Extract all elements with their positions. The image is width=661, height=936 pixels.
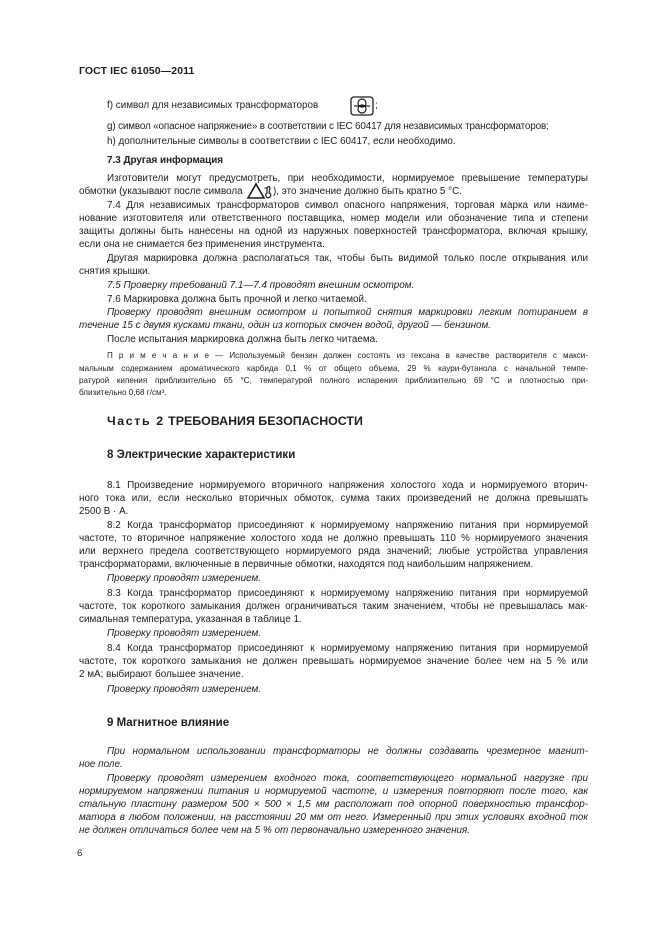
page-number: 6 <box>77 848 83 859</box>
note-line: мальным содержанием ароматического карбида 0,1 % от общего объема, 29 % каури-бутанола с начальной темпе- <box>79 364 588 373</box>
paragraph-line: После испытания маркировка должна быть легко читаема. <box>107 334 378 345</box>
section-8-heading: 8 Электрические характеристики <box>107 449 296 461</box>
paragraph-line: 2500 В · А. <box>79 506 129 517</box>
paragraph-line: частоте, ток короткого замыкания должен ограничиваться таким значением, чтобы не превышалась мак- <box>79 601 588 612</box>
paragraph-line: 8.3 Когда трансформатор присоединяют к нормируемому напряжению питания при нормируемой <box>107 588 588 599</box>
paragraph-line: матора в любом положении, на расстоянии 20 мм от него. Измеренный при этих условиях входной ток <box>79 812 588 823</box>
list-item-g: g) символ «опасное напряжение» в соответствии с IEC 60417 для независимых трансформаторов; <box>107 121 549 132</box>
note-label: П р и м е ч а н и е — <box>107 351 224 360</box>
list-item-f-text: f) символ для независимых трансформаторов <box>107 100 319 111</box>
note-line <box>107 351 588 361</box>
paragraph-line: Другая маркировка должна располагаться так, чтобы быть видимой только после открывания или <box>107 253 588 264</box>
note-line: близительно 0,68 г/см³. <box>79 388 167 397</box>
paragraph-line: 7.4 Для независимых трансформаторов символ опасного напряжения, торговая марка или наиме- <box>107 200 588 211</box>
paragraph-line: Проверку проводят внешним осмотром и попыткой снятия маркировки легким потиранием в <box>107 307 588 318</box>
paragraph-line: не должен отличаться более чем на 5 % от первоначально измеренного значения. <box>79 825 471 836</box>
part-label: Часть 2 <box>107 414 165 428</box>
paragraph-line: трансформаторами, включенные в первичные обмотки, находятся под наибольшим напряжением. <box>79 559 534 570</box>
paragraph-line: ное поле. <box>79 759 123 770</box>
paragraph-line: нование изготовителя или ответственного поставщика, номер модели или обозначение типа и степени <box>79 213 588 224</box>
paragraph-line: частоте, то вторичное напряжение холостого хода не должно превышать 110 % нормируемого значения <box>79 533 588 544</box>
paragraph-line: снятия крышки. <box>79 266 151 277</box>
paragraph-line: 2 мА; выбирают большее значение. <box>79 669 244 680</box>
independent-transformer-icon <box>350 96 374 116</box>
temperature-rise-icon <box>246 182 274 200</box>
note-line: ратурой кипения приблизительно 65 °С, температурой полного испарения приблизительно 69 °С и плотностью при- <box>79 376 588 385</box>
paragraph-line: если она не снимается без применения инструмента. <box>79 239 325 250</box>
paragraph-text-end: ), это значение должно быть кратно 5 °С. <box>273 186 462 197</box>
paragraph-line: частоте, ток короткого замыкания не должен превышать нормируемое значение более чем на 5 % или <box>79 656 588 667</box>
paragraph-line: Проверку проводят измерением. <box>107 684 261 695</box>
paragraph-line: течение 15 с двумя кусками ткани, один из которых смочен водой, другой — бензином. <box>79 320 492 331</box>
paragraph-line: 8.4 Когда трансформатор присоединяют к нормируемому напряжению питания при нормируемой <box>107 643 588 654</box>
part-title: ТРЕБОВАНИЯ БЕЗОПАСНОСТИ <box>168 414 363 428</box>
paragraph-line: 7.5 Проверку требований 7.1—7.4 проводят внешним осмотром. <box>107 280 415 291</box>
paragraph-line: Изготовители могут предусмотреть, при необходимости, нормируемое превышение температуры <box>107 173 588 184</box>
paragraph-line: Проверку проводят измерением входного тока, соответствующего нормальной нагрузке при <box>107 773 588 784</box>
paragraph-line: Проверку проводят измерением. <box>107 573 261 584</box>
paragraph-line: ного тока или, если несколько вторичных обмоток, сумма таких произведений не должна превышать <box>79 493 588 504</box>
paragraph-line: симальная температура, указанная в таблице 1. <box>79 614 302 625</box>
section-7-3-heading: 7.3 Другая информация <box>107 155 224 166</box>
paragraph-line <box>79 186 243 198</box>
paragraph-text: обмотки (указывают после символа <box>79 186 243 197</box>
paragraph-line: 7.6 Маркировка должна быть прочной и легко читаемой. <box>107 294 367 305</box>
paragraph-line: 8.1 Произведение нормируемого вторичного напряжения холостого хода и нормируемого вторич- <box>107 480 588 491</box>
section-9-heading: 9 Магнитное влияние <box>107 717 230 729</box>
paragraph-line: или верхнего предела соответствующего нормируемого ряда значений; любые устройства управления <box>79 546 588 557</box>
paragraph-line: стальную пластину размером 500 × 500 × 1,5 мм расположат под опорной поверхностью трансфор- <box>79 799 588 810</box>
list-item-h: h) дополнительные символы в соответствии с IEC 60417, если необходимо. <box>107 136 456 147</box>
paragraph-line: нормируемом напряжении питания и нормируемой частоте, и измерения повторяют после того, как <box>79 786 588 797</box>
list-item-f-end: ; <box>375 100 378 111</box>
paragraph-line: При нормальном использовании трансформаторы не должны создавать чрезмерное магнит- <box>107 746 588 757</box>
note-text: Используемый бензин должен состоять из гексана в качестве растворителя с макси- <box>229 351 589 360</box>
paragraph-line: защиты должны быть нанесены на одной из наружных поверхностей трансформатора, включая крышку, <box>79 226 588 237</box>
document-header: ГОСТ IEC 61050—2011 <box>79 65 195 77</box>
part-heading <box>107 414 363 429</box>
paragraph-line: Проверку проводят измерением. <box>107 628 261 639</box>
list-item-f <box>107 100 318 112</box>
paragraph-line: 8.2 Когда трансформатор присоединяют к нормируемому напряжению питания при нормируемой <box>107 520 588 531</box>
